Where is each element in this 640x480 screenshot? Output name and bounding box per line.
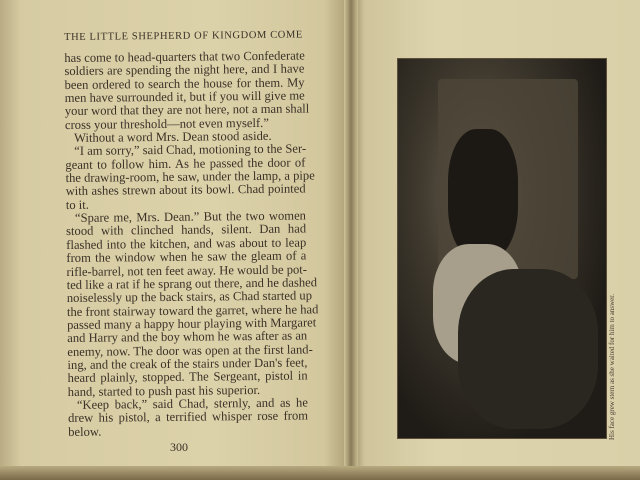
text-line: “Spare me, Mrs. Dean.” But the two women xyxy=(74,208,307,226)
text-line: ted like a rat if he sprang out there, and he dashed xyxy=(66,275,318,292)
text-line: heard plainly, stopped. The Sergeant, pistol in xyxy=(67,368,308,386)
running-head: THE LITTLE SHEPHERD OF KINGDOM COME xyxy=(64,29,303,43)
left-page-text xyxy=(64,29,319,439)
text-line: and Harry and the boy whom he was after as an xyxy=(67,328,308,346)
text-line: to it. xyxy=(65,197,89,212)
text-line: men have surrounded it, but if you will give me xyxy=(64,88,305,106)
text-line: rifle-barrel, not ten feet away. He would be pot- xyxy=(66,261,308,279)
text-line: hand, started to push past his superior. xyxy=(67,382,261,399)
text-line: has come to head-quarters that two Confederate xyxy=(64,48,305,65)
text-line: with ashes strewn about its bowl. Chad pointed xyxy=(65,181,306,199)
text-line: “Keep back,” said Chad, sternly, and as he xyxy=(76,395,308,412)
text-line: passed many a happy hour playing with Margaret xyxy=(66,315,317,332)
table-surface xyxy=(0,466,640,480)
soldier-figure xyxy=(448,129,518,259)
text-line: cross your threshold—not even myself.” xyxy=(64,115,269,132)
text-line: below. xyxy=(68,424,102,439)
text-line: geant to follow him. As he passed the door of xyxy=(65,155,306,172)
woman-figure-dark xyxy=(458,269,598,429)
text-line: the front stairway toward the garret, where he had xyxy=(66,301,319,319)
text-line: stood with clinched hands, silent. Dan had xyxy=(66,221,307,239)
text-line: soldiers are spending the night here, and I have xyxy=(64,61,305,79)
text-line: the drawing-room, he saw, under the lamp, a pipe xyxy=(65,168,315,186)
text-line: from the window when he saw the gleam of a xyxy=(66,248,307,266)
text-line: been ordered to search the house for them. My xyxy=(64,75,305,92)
text-line: ing, and the creak of the stairs under Dan's feet, xyxy=(67,355,308,372)
text-line: Without a word Mrs. Dean stood aside. xyxy=(74,128,272,145)
illustration-caption: His face grew stern as she waited for him to answer. xyxy=(608,294,616,440)
page-number: 300 xyxy=(170,440,188,454)
text-line: enemy, now. The door was open at the first land- xyxy=(67,341,313,359)
book-gutter xyxy=(344,0,358,480)
text-line: your word that they are not here, not a man shall xyxy=(64,101,310,119)
text-line: drew his pistol, a terrified whisper rose from xyxy=(67,408,309,426)
text-line: noiselessly up the back stairs, as Chad started up xyxy=(66,288,313,306)
illustration-plate xyxy=(397,58,607,439)
text-line: “I am sorry,” said Chad, motioning to the Ser- xyxy=(74,141,307,159)
text-line: flashed into the kitchen, and was about to leap xyxy=(66,235,307,252)
